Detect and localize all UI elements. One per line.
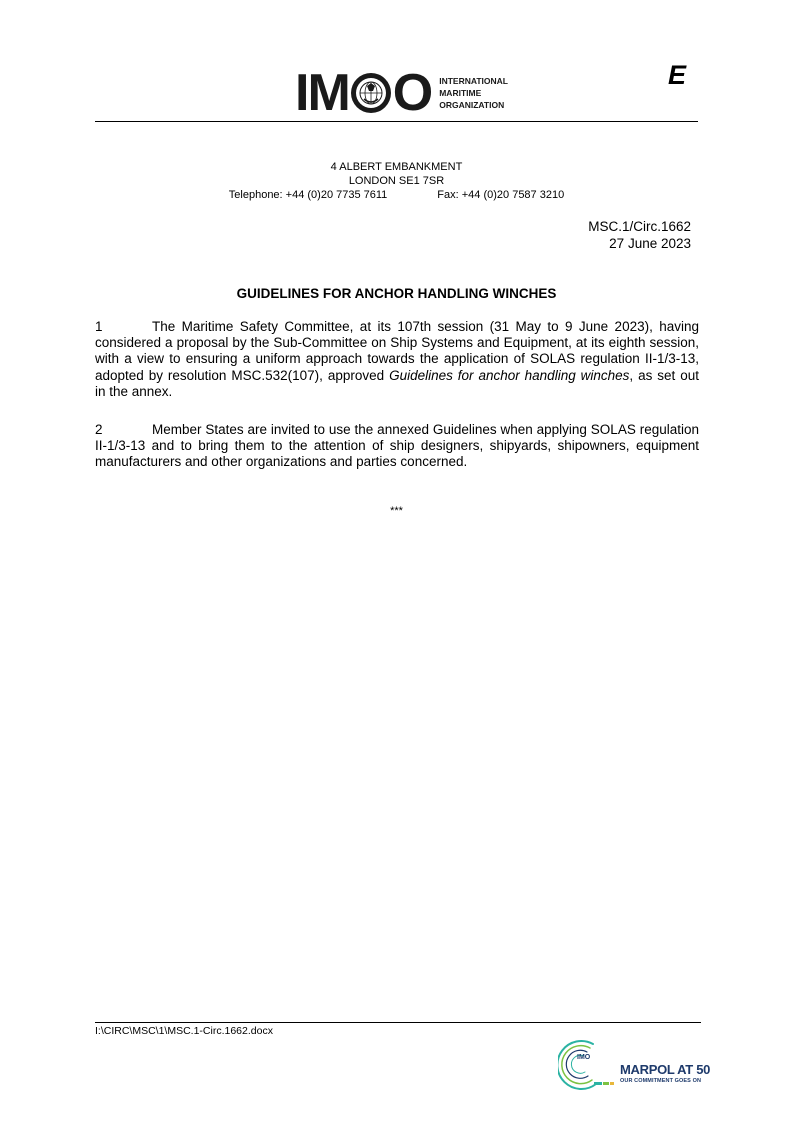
paragraph-text: Member States are invited to use the annexed Guidelines when applying SOLAS regulation II-1/3-13 and to bring them to the attention of ship designers, shipyards, shipowners, equipment manufacturers and other organizations and parties concerned. xyxy=(95,422,699,470)
file-path: I:\CIRC\MSC\1\MSC.1-Circ.1662.docx xyxy=(95,1025,273,1037)
guidelines-title-italic: Guidelines for anchor handling winches xyxy=(389,367,630,383)
document-reference xyxy=(588,218,691,252)
language-code: E xyxy=(668,60,687,90)
paragraph-2 xyxy=(95,422,699,471)
org-line-2: MARITIME xyxy=(439,88,482,98)
telephone: Telephone: +44 (0)20 7735 7611 xyxy=(228,189,388,201)
paragraph-1 xyxy=(95,319,699,400)
footer-divider xyxy=(95,1022,701,1023)
marpol-badge-subtitle: OUR COMMITMENT GOES ON xyxy=(620,1078,702,1084)
section-separator: *** xyxy=(390,505,403,517)
un-emblem-icon xyxy=(350,72,392,114)
document-title: GUIDELINES FOR ANCHOR HANDLING WINCHES xyxy=(236,286,557,301)
imo-logo xyxy=(295,64,508,122)
paragraph-text: The Maritime Safety Committee, at its 107th session (31 May to 9 June 2023), having considered a proposal by the Sub-Committee on Ship Systems and Equipment, at its eighth session, with a view to ensuring a uniform approach towards the application of SOLAS regulation II-1/3-13, adopted by resolution MSC.532(107), approved xyxy=(95,319,699,383)
document-symbol: MSC.1/Circ.1662 xyxy=(588,219,691,234)
imo-logo-letters xyxy=(295,64,432,122)
org-line-3: ORGANIZATION xyxy=(439,100,505,110)
logo-letters-im: IM xyxy=(295,64,349,122)
org-line-1: INTERNATIONAL xyxy=(439,76,508,86)
contact-line xyxy=(95,188,698,202)
document-date: 27 June 2023 xyxy=(609,236,691,251)
address-line-2: LONDON SE1 7SR xyxy=(348,175,445,187)
paragraph-text-end: , as set out in the annex. xyxy=(95,367,699,399)
address-line-1: 4 ALBERT EMBANKMENT xyxy=(330,161,463,173)
marpol-badge-imo-text: IMO xyxy=(577,1054,591,1061)
fax: Fax: +44 (0)20 7587 3210 xyxy=(437,189,565,201)
organization-name xyxy=(439,75,508,111)
header-divider xyxy=(95,121,698,122)
paragraph-number: 1 xyxy=(95,319,103,334)
address-block xyxy=(95,160,698,202)
logo-letters-o: O xyxy=(392,64,432,122)
paragraph-number: 2 xyxy=(95,422,103,437)
marpol-badge-title: MARPOL AT 50 xyxy=(620,1062,711,1077)
